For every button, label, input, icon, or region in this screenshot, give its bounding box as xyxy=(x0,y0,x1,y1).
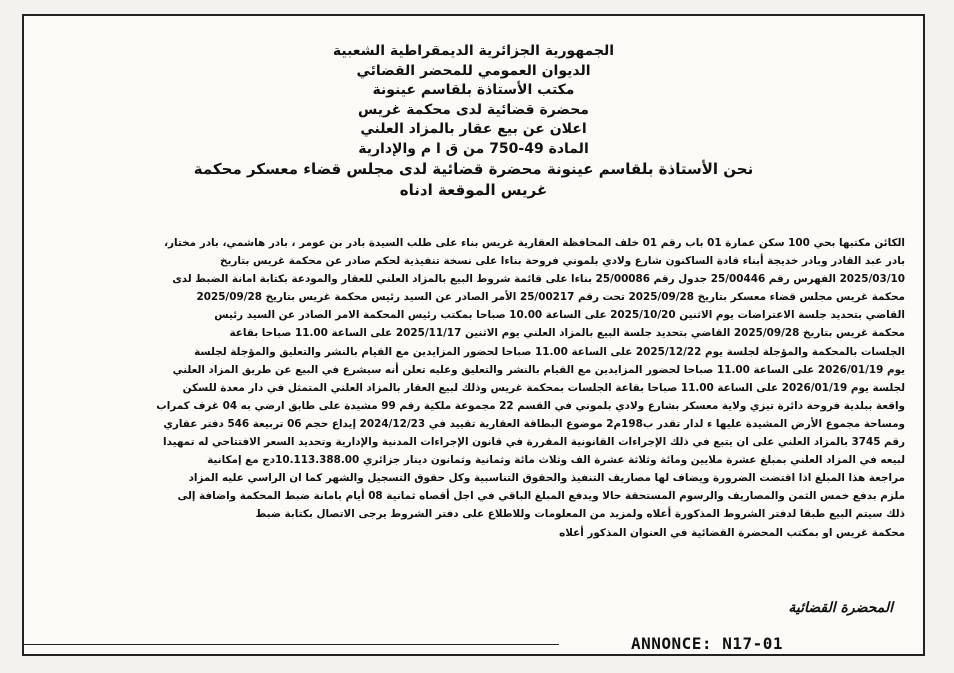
header-line: غريس الموقعة ادناه xyxy=(399,181,548,199)
body-line: الجلسات بالمحكمة والمؤجلة لجلسة يوم 2025/12/22 على الساعة 11.00 صباحا لحضور المزايدين مع القيام بالنشر والتعليق والمؤجلة لجلسة xyxy=(194,345,905,358)
announcement-frame xyxy=(22,14,925,656)
header-line: الجمهورية الجزائرية الديمقراطية الشعبية xyxy=(332,43,615,59)
body-line: الكائن مكتبها بحي 100 سكن عمارة 01 باب رقم 01 خلف المحافظة العقارية غريس بناء على طلب السيدة بادر بن عومر ، بادر هاشمي، بادر مختار، xyxy=(164,237,905,249)
signature: المحضرة القضائية xyxy=(788,600,893,616)
header-line: المادة 49-750 من ق ا م والإدارية xyxy=(358,140,589,157)
header-line: نحن الأستاذة بلقاسم عينونة محضرة قضائية لدى مجلس قضاء معسكر محكمة xyxy=(193,160,754,178)
body-line: رقم 3745 بالمزاد العلني على ان يتبع في ذلك الإجراءات القانونية المقررة في قانون الإجراءات المدنية والإدارية وتحديد السعر الافتتاحي له تمهيدا xyxy=(163,436,905,449)
announcement-body xyxy=(42,234,905,542)
header-line: الديوان العمومي للمحضر القضائي xyxy=(356,62,591,79)
body-line: لجلسة يوم 2026/01/19 على الساعة 11.00 صباحا بقاعة الجلسات بمحكمة غريس وذلك لبيع العقار بالمزاد العلني المتمثل في دار معدة للسكن xyxy=(182,381,905,394)
body-line: ملزم بدفع خمس الثمن والمصاريف والرسوم المستحقة حالا ويدفع المبلغ الباقي في اجل أقصاه ثمانية 08 أيام بامانة ضبط المحكمة واضافة إلى xyxy=(177,490,905,503)
annonce-divider xyxy=(24,644,559,645)
annonce-number: ANNONCE: N17-01 xyxy=(631,634,783,653)
body-line: محكمة غريس مجلس قضاء معسكر بتاريخ 2025/09/28 تحت رقم 25/00217 الأمر الصادر عن السيد رئيس محكمة غريس بتاريخ 2025/09/28 xyxy=(196,291,905,304)
body-line: مراجعة هذا المبلغ اذا اقتضت الضرورة ويضاف لها مصاريف التنفيذ والحقوق التناسبية وكل حقوق التسجيل والشهر كما ان الراسي عليه المزاد xyxy=(188,472,905,485)
body-line: القاضي بتحديد جلسة الاعتراضات يوم الاثنين 2025/10/20 على الساعة 10.00 صباحا بمكتب رئيس المحكمة الامر الصادر عن السيد رئيس xyxy=(214,309,905,322)
body-line: ومساحة مجموع الأرض المشيدة عليها ء لدار تقدر ب198م2 موضوع البطاقة العقارية تقييد في 2024/12/23 إيداع حجم 06 تربيعة 546 دفتر عقاري xyxy=(163,417,905,430)
body-line: محكمة غريس او بمكتب المحضرة القضائية في العنوان المذكور أعلاه xyxy=(559,526,905,539)
body-line: 2025/03/10 الفهرس رقم 25/00446 جدول رقم 25/00086 بناءا على قائمة شروط البيع بالمزاد العلني للعقار والمودعة بكتابة امانة الضبط لدى xyxy=(172,273,905,286)
document-header xyxy=(24,42,923,201)
body-line: ذلك سيتم البيع طبقا لدفتر الشروط المذكورة أعلاه ولمزيد من المعلومات وللاطلاع على دفتر الشروط يرجى الاتصال بكتابة ضبط xyxy=(255,508,905,521)
header-line: مكتب الأستاذة بلقاسم عينونة xyxy=(372,82,575,98)
body-line: بادر عبد القادر وبادر خديجة أبناء قادة الساكنون شارع ولادي بلموني فروحة بناءا على نسخة تنفيذية لحكم صادر عن محكمة غريس بتاريخ xyxy=(219,255,905,268)
body-line: لبيعه في المزاد العلني بمبلغ عشرة ملايين ومائة وثلاثة عشرة الف وثلاث مائة وثمانية وثمانون دينار جزائري 10.113.388.00دج مع إمكانية xyxy=(207,454,905,467)
body-line: محكمة غريس بتاريخ 2025/09/28 القاضي بتحديد جلسة البيع بالمزاد العلني يوم الاثنين 2025/11/17 على الساعة 11.00 صباحا بقاعة xyxy=(229,327,905,340)
header-line: محضرة قضائية لدى محكمة غريس xyxy=(358,101,589,118)
body-line: واقعة ببلدية فروحة دائرة تيزي ولاية معسكر بشارع ولادي بلموني في القسم 22 مجموعة ملكية رقم 99 مشيدة على طابق ارضي به 04 غرف كمراب xyxy=(156,399,905,412)
body-line: يوم 2026/01/19 على الساعة 11.00 صباحا لحضور المزايدين مع القيام بالنشر والتعليق وعليه تعلن أنه سيشرع في البيع عن طريق المزاد العلني xyxy=(172,363,905,376)
header-line: اعلان عن بيع عقار بالمزاد العلني xyxy=(360,121,587,137)
